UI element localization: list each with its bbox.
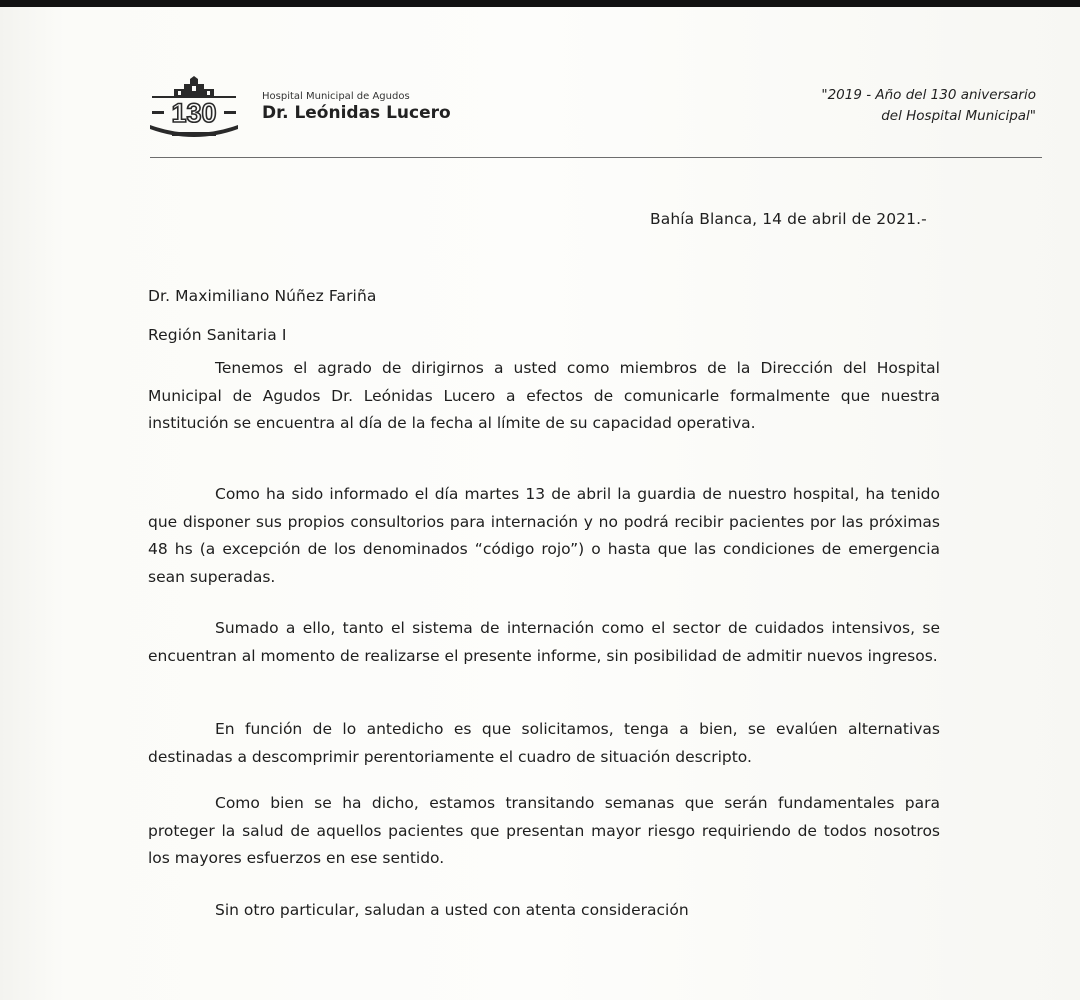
top-dark-border xyxy=(0,0,1080,7)
hospital-name: Dr. Leónidas Lucero xyxy=(262,103,451,123)
recipient-organization: Región Sanitaria I xyxy=(148,326,287,344)
paragraph-3: Sumado a ello, tanto el sistema de internación como el sector de cuidados intensivos, se encuentran al momento de realizarse el presente informe, sin posibilidad de admitir nuevos ingresos. xyxy=(148,619,940,665)
paragraph-4: En función de lo antedicho es que solicitamos, tenga a bien, se evalúen alternativas destinadas a descomprimir perentoriamente el cuadro de situación descripto. xyxy=(148,720,940,766)
hospital-type-line: Hospital Municipal de Agudos xyxy=(262,91,410,102)
letter-date: Bahía Blanca, 14 de abril de 2021.- xyxy=(650,210,927,228)
recipient-name: Dr. Maximiliano Núñez Fariña xyxy=(148,287,377,305)
anniversary-motto xyxy=(821,85,1036,127)
paragraph-5: Como bien se ha dicho, estamos transitando semanas que serán fundamentales para proteger la salud de aquellos pacientes que presentan mayor riesgo requiriendo de todos nosotros los mayores esfuerzos en ese sentido. xyxy=(148,794,940,867)
paragraph-1: Tenemos el agrado de dirigirnos a usted como miembros de la Dirección del Hospital Municipal de Agudos Dr. Leónidas Lucero a efectos de comunicarle formalmente que nuestra institución se encuentra al día de la fecha al límite de su capacidad operativa. xyxy=(148,359,940,432)
hospital-130-logo xyxy=(144,75,244,143)
svg-text:130: 130 xyxy=(171,98,217,128)
motto-line-2: del Hospital Municipal" xyxy=(881,108,1036,124)
motto-line-1: "2019 - Año del 130 aniversario xyxy=(821,87,1036,103)
paragraph-2: Como ha sido informado el día martes 13 de abril la guardia de nuestro hospital, ha tenido que disponer sus propios consultorios para internación y no podrá recibir pacientes por las próximas 48 hs (a excepción de los denominados “código rojo”) o hasta que las condiciones de emergencia sean superadas. xyxy=(148,485,940,586)
letter-page xyxy=(0,7,1080,1000)
closing-line: Sin otro particular, saludan a usted con atenta consideración xyxy=(215,901,689,919)
hospital-name-block xyxy=(262,92,451,122)
header-divider xyxy=(150,157,1042,158)
